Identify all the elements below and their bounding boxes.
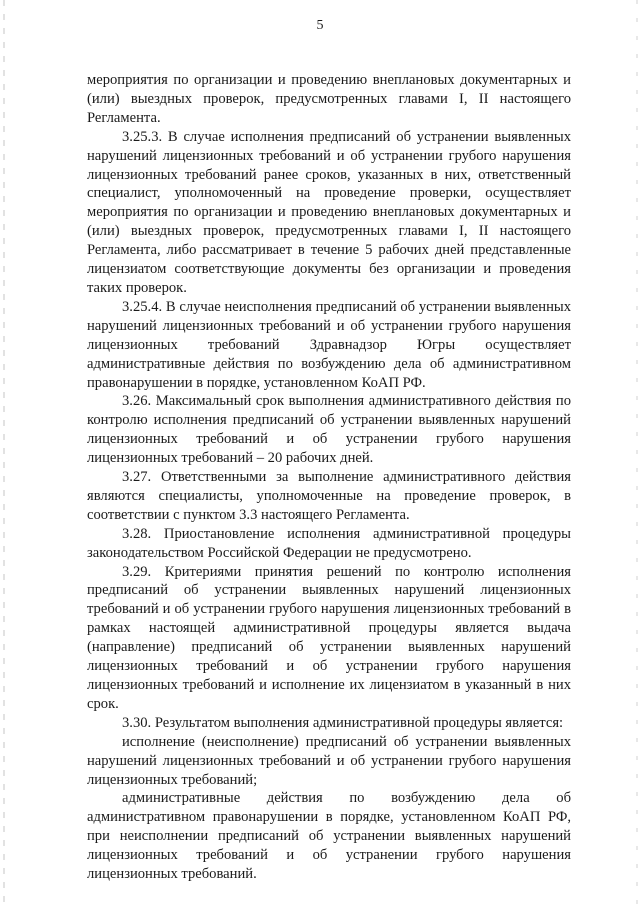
result-item-administrative-actions: административные действия по возбуждению дела об административном правонарушении в порядке, установленном КоАП РФ, при неисполнении предписаний об устранении выявленных нарушений лицензионных требований и об устранении грубого нарушения лицензионных требований. xyxy=(87,790,571,883)
paragraph-continuation: мероприятия по организации и проведению внеплановых документарных и (или) выездных проверок, предусмотренных главами I, II настоящего Регламента. xyxy=(87,72,571,126)
page-number: 5 xyxy=(316,18,324,33)
paragraph-3-30: 3.30. Результатом выполнения административной процедуры является: xyxy=(122,714,564,731)
paragraph-3-26: 3.26. Максимальный срок выполнения административного действия по контролю исполнения предписаний об устранении выявленных нарушений лицензионных требований и об устранении грубого нарушения лицензионных требований – 20 рабочих дней. xyxy=(87,393,571,467)
paragraph-3-28: 3.28. Приостановление исполнения административной процедуры законодательством Российской Федерации не предусмотрено. xyxy=(87,525,571,561)
paragraph-3-29: 3.29. Критериями принятия решений по контролю исполнения предписаний об устранении выявленных нарушений лицензионных требований и об устранении грубого нарушения лицензионных требований в рамках настоящей административной процедуры является выдача (направление) предписаний об устранении выявленных нарушений лицензионных требований и об устранении грубого нарушения лицензионных требований и исполнение их лицензиатом в указанный в них срок. xyxy=(87,563,571,712)
document-body xyxy=(87,71,571,884)
result-item-execution: исполнение (неисполнение) предписаний об устранении выявленных нарушений лицензионных требований и об устранении грубого нарушения лицензионных требований; xyxy=(87,733,571,788)
scan-edge-right xyxy=(636,0,638,905)
paragraph-3-27: 3.27. Ответственными за выполнение административного действия являются специалисты, уполномоченные на проведение проверок, в соответствии с пунктом 3.3 настоящего Регламента. xyxy=(87,469,571,523)
paragraph-3-25-4: 3.25.4. В случае неисполнения предписаний об устранении выявленных нарушений лицензионных требований и об устранении грубого нарушения лицензионных требований Здравнадзор Югры осуществляет административные действия по возбуждению дела об административном правонарушении в порядке, установленном КоАП РФ. xyxy=(87,298,571,391)
paragraph-3-25-3: 3.25.3. В случае исполнения предписаний об устранении выявленных нарушений лицензионных требований и об устранении грубого нарушения лицензионных требований ранее сроков, указанных в них, ответственный специалист, уполномоченный на проведение проверки, осуществляет мероприятия по организации и проведению внеплановых документарных и (или) выездных проверок, предусмотренных главами I, II настоящего Регламента, либо рассматривает в течение 5 рабочих дней представленные лицензиатом соответствующие документы без организации и проведения таких проверок. xyxy=(87,128,571,296)
scan-edge-left xyxy=(3,0,5,905)
